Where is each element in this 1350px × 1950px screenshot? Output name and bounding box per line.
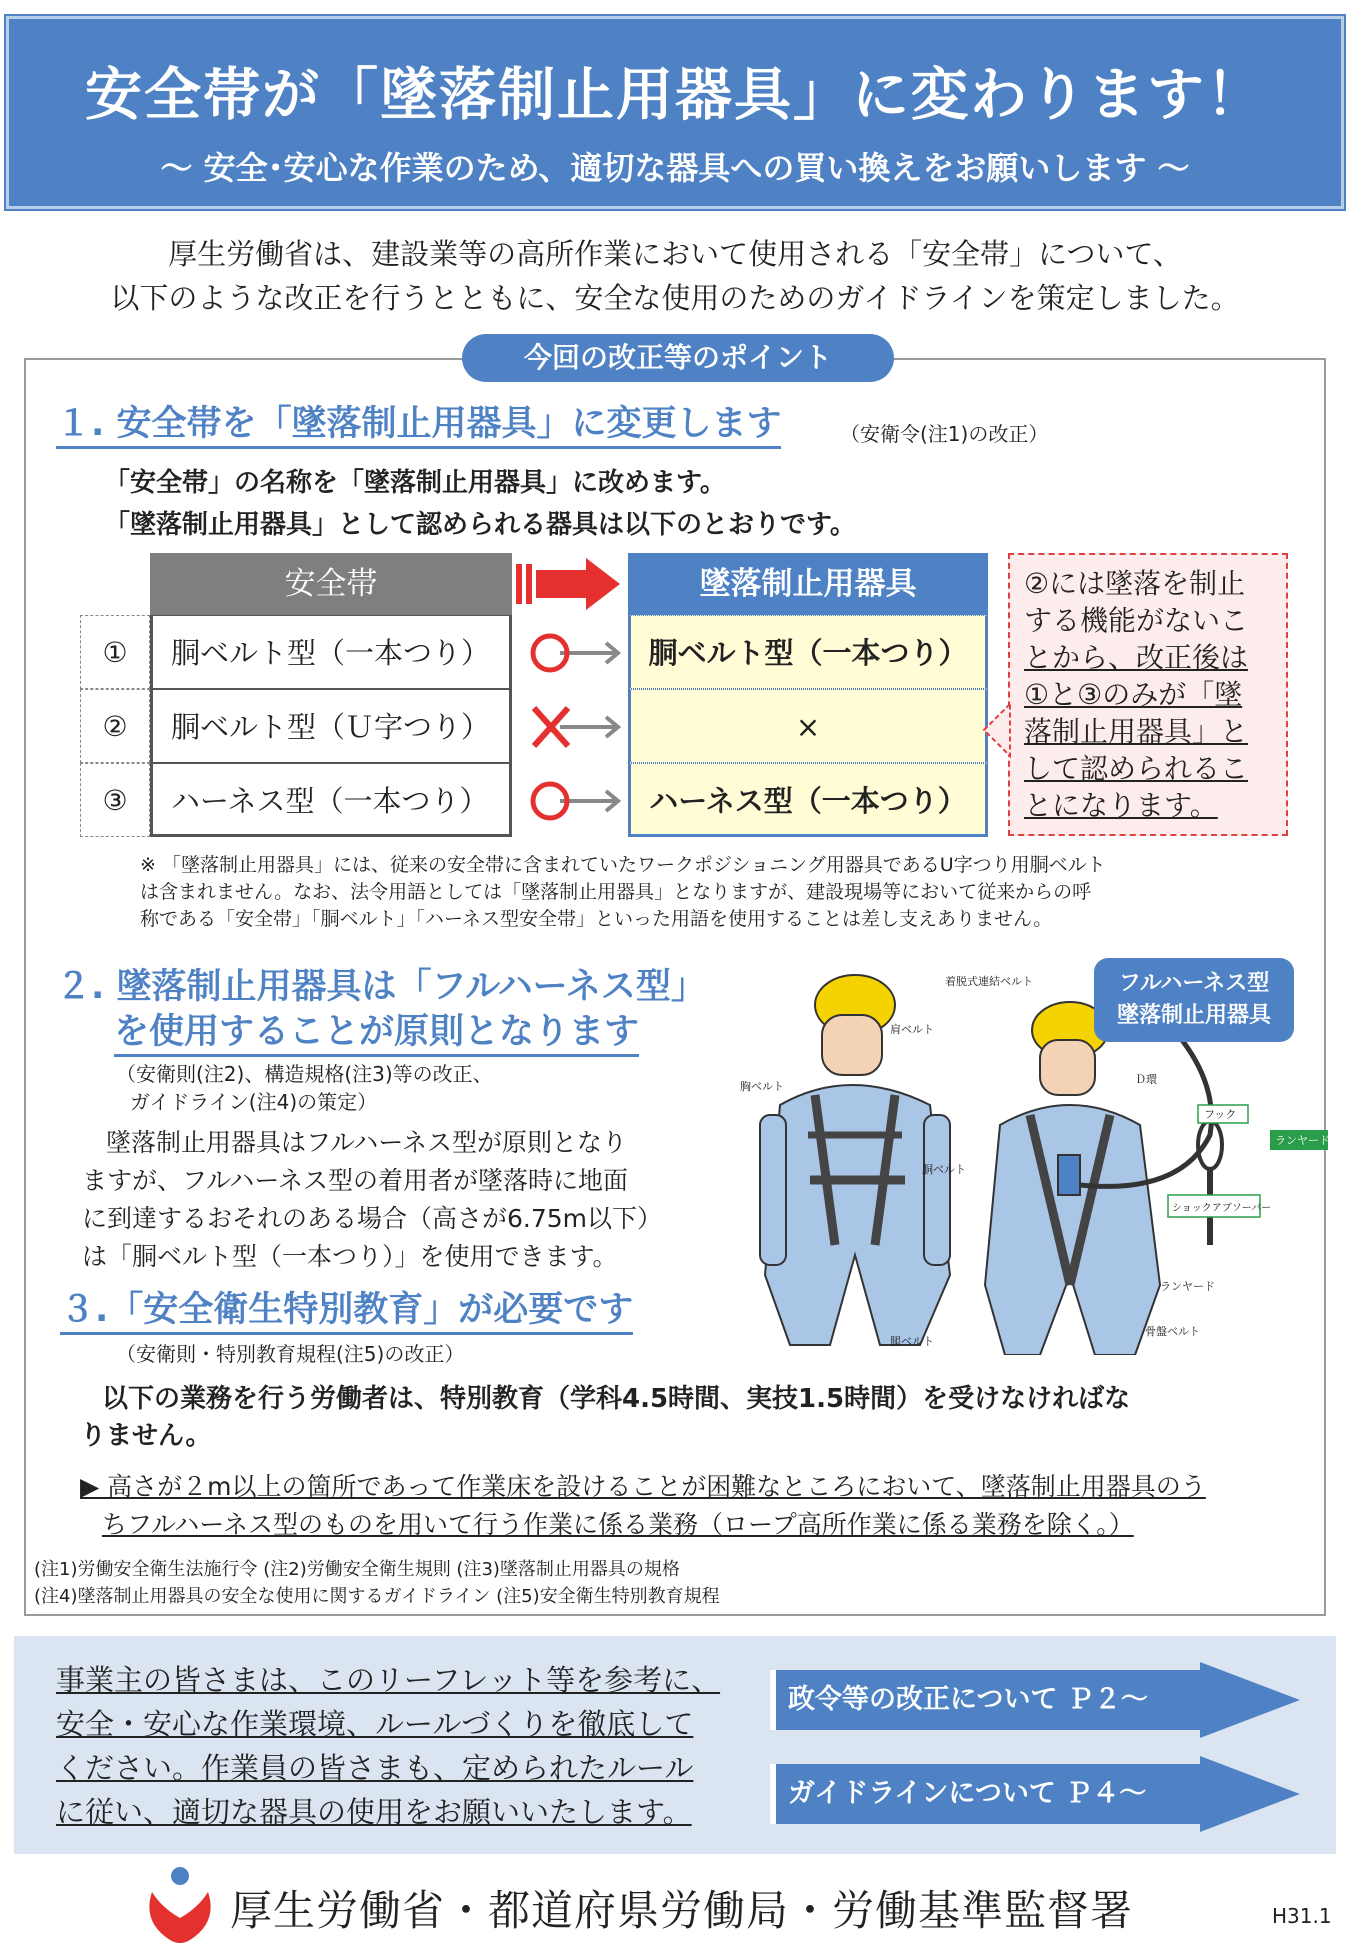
- section2-note: （安衛則(注2)、構造規格(注3)等の改正、: [116, 1062, 493, 1086]
- title-banner: [6, 16, 1344, 209]
- label-lanyard: ランヤード: [1160, 1280, 1215, 1293]
- callout-box: [1008, 553, 1288, 836]
- table-head-new: 墜落制止用器具: [628, 553, 988, 615]
- section2-heading-cont: を使用することが原則となります: [114, 1010, 639, 1057]
- label-hook: フック: [1204, 1108, 1237, 1121]
- intro-line: 厚生労働省は、建設業等の高所作業において使用される「安全帯」について、: [168, 237, 1182, 271]
- row-result: 胴ベルト型（一本つり）: [628, 615, 988, 689]
- callout-pointer: [982, 700, 1012, 760]
- footer-organization: 厚生労働省・都道府県労働局・労働基準監督署: [230, 1886, 1134, 1935]
- bullet-line: ▶ 高さが２m以上の箇所であって作業床を設けることが困難なところにおいて、墜落制止用器具のう: [80, 1472, 1206, 1501]
- message-line: ください。作業員の皆さまも、定められたルール: [56, 1751, 694, 1785]
- callout-line: ②には墜落を制止: [1024, 567, 1246, 600]
- section3-heading: ３.「安全衛生特別教育」が必要です: [60, 1288, 633, 1335]
- label-shoulder: 肩ベルト: [890, 1023, 934, 1036]
- note-line: ※ 「墜落制止用器具」には、従来の安全帯に含まれていたワークポジショニング用器具であるU字つり用胴ベルト: [140, 854, 1106, 876]
- callout-line: 落制止用器具」と: [1024, 715, 1249, 748]
- callout-line: ①と③のみが「墜: [1024, 678, 1243, 711]
- circle-mark-icon: [520, 776, 624, 826]
- section1-line: 「墜落制止用器具」として認められる器具は以下のとおりです。: [104, 510, 856, 540]
- harness-bubble: [1094, 958, 1294, 1042]
- intro-text: [30, 232, 1320, 320]
- section2-note: ガイドライン(注4)の策定）: [130, 1090, 378, 1114]
- bubble-line: フルハーネス型: [1118, 971, 1270, 996]
- star-note: [140, 852, 1300, 933]
- label-dring: Ｄ環: [1135, 1073, 1157, 1086]
- circle-mark-icon: [520, 628, 624, 678]
- footer-version: H31.1: [1272, 1904, 1332, 1928]
- label-chest: 胸ベルト: [740, 1080, 784, 1093]
- row-type: 胴ベルト型（一本つり）: [150, 615, 512, 689]
- footnotes: [34, 1556, 720, 1610]
- label-pelvic: 骨盤ベルト: [1145, 1325, 1200, 1338]
- body-line: は「胴ベルト型（一本つり）」を使用できます。: [82, 1242, 618, 1271]
- body-line: ますが、フルハーネス型の着用者が墜落時に地面: [82, 1166, 629, 1195]
- guideline-link-button[interactable]: [770, 1756, 1300, 1832]
- section3-note: （安衛則・特別教育規程(注5)の改正）: [116, 1342, 465, 1366]
- regulation-link-label: 政令等の改正について Ｐ２～: [788, 1684, 1148, 1715]
- message-line: 安全・安心な作業環境、ルールづくりを徹底して: [56, 1707, 694, 1741]
- row-number: ②: [80, 689, 150, 763]
- section2-body: [82, 1124, 662, 1276]
- label-detach: 着脱式連結ベルト: [945, 975, 1033, 988]
- note-line: 称である「安全帯」「胴ベルト」「ハーネス型安全帯」といった用語を使用することは差し支えありません。: [140, 908, 1053, 930]
- row-number: ③: [80, 763, 150, 837]
- label-lanyard-box: ランヤード: [1275, 1134, 1330, 1147]
- section3-line2: りません。: [80, 1421, 212, 1451]
- row-type: 胴ベルト型（Ｕ字つり）: [150, 689, 512, 763]
- label-leg: 腿ベルト: [890, 1335, 934, 1348]
- page-title: 安全帯が「墜落制止用器具」に変わります！: [85, 62, 1265, 128]
- section1-line: 「安全帯」の名称を「墜落制止用器具」に改めます。: [104, 468, 726, 498]
- note-line: は含まれません。なお、法令用語としては「墜落制止用器具」となりますが、建設現場等において従来からの呼: [140, 881, 1092, 903]
- message-line: 事業主の皆さまは、このリーフレット等を参考に、: [56, 1663, 721, 1697]
- row-result: ×: [628, 689, 988, 763]
- label-absorber: ショックアブソーバー: [1172, 1203, 1272, 1214]
- row-number: ①: [80, 615, 150, 689]
- table-head-old: 安全帯: [150, 553, 512, 615]
- row-type: ハーネス型（一本つり）: [150, 763, 512, 837]
- body-line: 墜落制止用器具はフルハーネス型が原則となり: [106, 1128, 628, 1157]
- page-subtitle: ～ 安全･安心な作業のため、適切な器具への買い換えをお願いします ～: [160, 149, 1190, 187]
- label-waist: 胴ベルト: [922, 1163, 966, 1176]
- section3-bullet: [80, 1468, 1206, 1544]
- message-line: に従い、適切な器具の使用をお願いいたします。: [56, 1795, 692, 1829]
- callout-line: して認められるこ: [1024, 752, 1249, 785]
- regulation-link-button[interactable]: [770, 1662, 1300, 1738]
- section3-line: [80, 1378, 1130, 1452]
- row-result: ハーネス型（一本つり）: [628, 763, 988, 837]
- bullet-line: ちフルハーネス型のものを用いて行う作業に係る業務（ロープ高所作業に係る業務を除く。）: [102, 1510, 1134, 1539]
- bottom-message: [56, 1658, 736, 1834]
- footnote-line: (注4)墜落制止用器具の安全な使用に関するガイドライン (注5)安全衛生特別教育規程: [34, 1586, 720, 1607]
- body-line: に到達するおそれのある場合（高さが6.75m以下）: [82, 1204, 663, 1233]
- callout-line: とになります。: [1024, 789, 1218, 822]
- callout-line: する機能がないこ: [1024, 604, 1249, 637]
- points-tab: 今回の改正等のポイント: [462, 334, 894, 382]
- intro-line: 以下のような改正を行うとともに、安全な使用のためのガイドラインを策定しました。: [110, 281, 1240, 315]
- mhlw-logo-icon: [140, 1862, 220, 1946]
- section1-heading: １. 安全帯を「墜落制止用器具」に変更します: [56, 402, 781, 449]
- bubble-line: 墜落制止用器具: [1116, 1003, 1271, 1028]
- guideline-link-label: ガイドラインについて Ｐ４～: [788, 1778, 1147, 1809]
- callout-line: とから、改正後は: [1024, 641, 1249, 674]
- section3-line1: 以下の業務を行う労働者は、特別教育（学科4.5時間、実技1.5時間）を受けなければな: [102, 1384, 1131, 1414]
- cross-mark-icon: [520, 702, 624, 752]
- arrow-right-icon: [516, 556, 624, 612]
- footnote-line: (注1)労働安全衛生法施行令 (注2)労働安全衛生規則 (注3)墜落制止用器具の規格: [34, 1559, 680, 1580]
- section2-heading: ２. 墜落制止用器具は「フルハーネス型」: [56, 967, 706, 1007]
- section1-note: （安衛令(注1)の改正）: [840, 422, 1049, 446]
